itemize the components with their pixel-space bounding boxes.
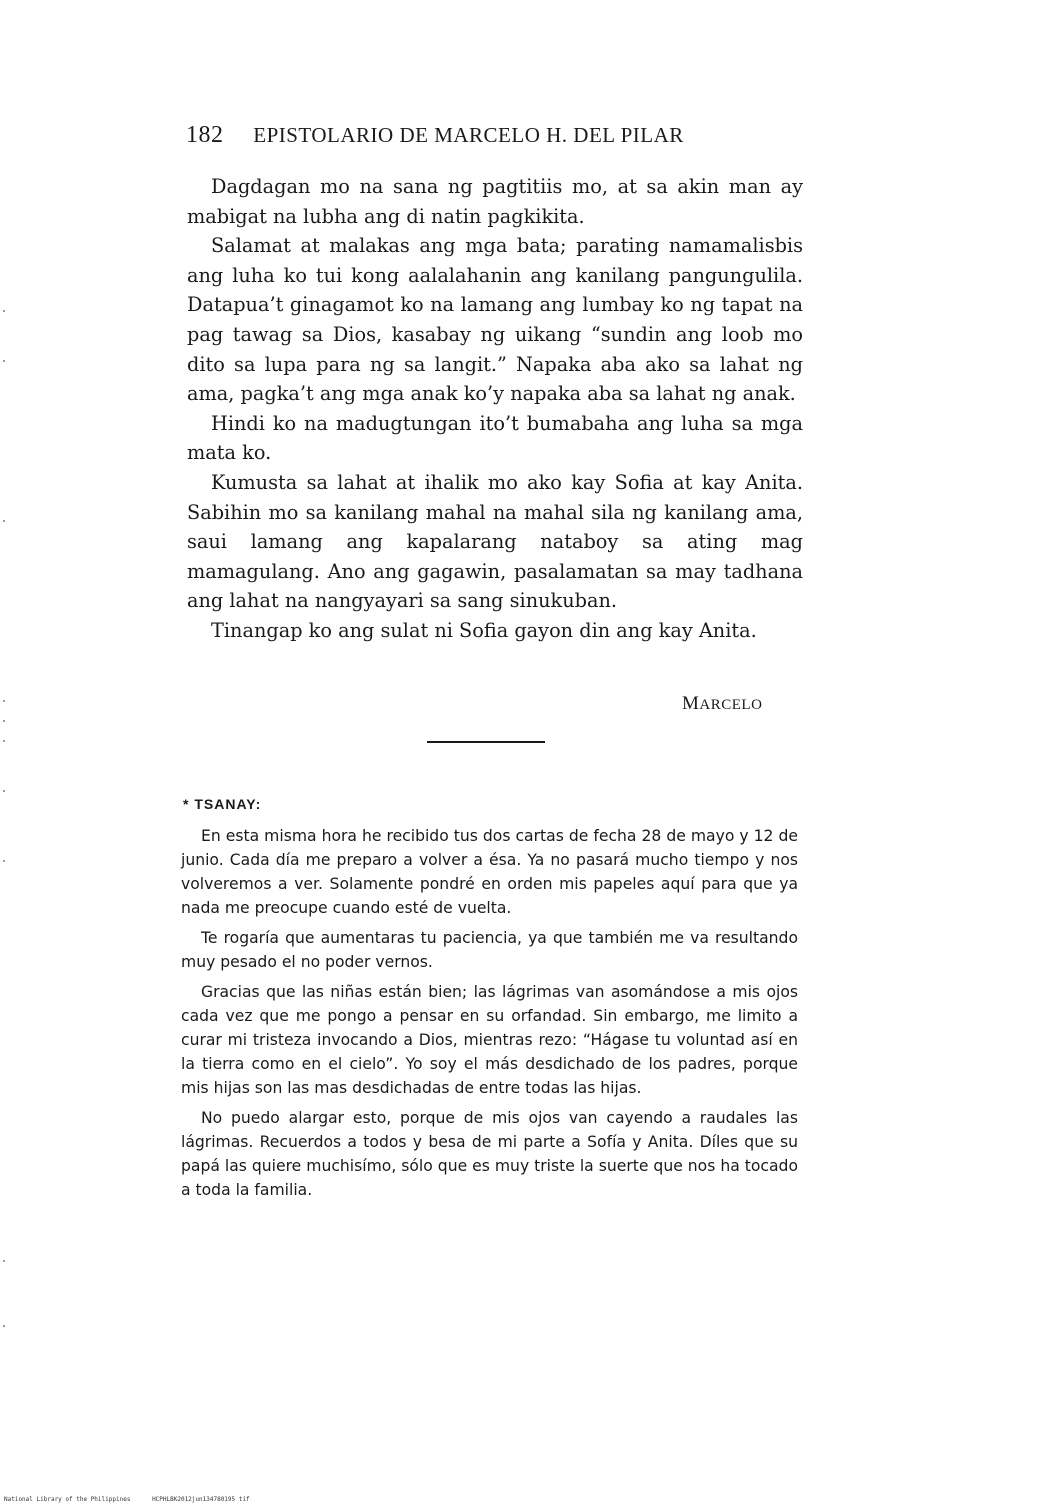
running-title: EPISTOLARIO DE MARCELO H. DEL PILAR xyxy=(253,123,684,147)
running-header xyxy=(186,122,746,149)
scan-footer xyxy=(4,1496,250,1503)
letter-paragraph: Salamat at malakas ang mga bata; parating namamalisbis ang luha ko tui kong aalalahanin ang kanilang pangungulila. Datapua’t ginagamot ko na lamang ang lumbay ko ng tapat na pag tawag sa Dios, kasabay ng uikang “sundin ang loob mo dito sa lupa para ng sa langit.” Napaka aba ako sa lahat ng ama, pagka’t ang mga anak ko’y napaka aba sa lahat ng anak. xyxy=(187,234,803,406)
signature xyxy=(682,693,762,715)
translation-paragraph: Te rogaría que aumentaras tu paciencia, ya que también me va resultando muy pesado el no poder vernos. xyxy=(181,929,798,971)
scan-edge-marks xyxy=(0,0,10,1508)
letter-paragraph: Hindi ko na madugtungan ito’t bumabaha ang luha sa mga mata ko. xyxy=(187,411,803,465)
letter-body xyxy=(187,172,803,646)
translation-paragraph: No puedo alargar esto, porque de mis ojos van cayendo a raudales las lágrimas. Recuerdos a todos y besa de mi parte a Sofía y Anita. Díles que su papá las quiere muchisímo, sólo que es muy triste la suerte que nos ha tocado a toda la familia. xyxy=(181,1109,798,1199)
translation-heading: * TSANAY: xyxy=(183,796,262,812)
letter-paragraph: Dagdagan mo na sana ng pagtitiis mo, at sa akin man ay mabigat na lubha ang di natin pagkikita. xyxy=(187,175,803,228)
signature-rest: ARCELO xyxy=(699,697,763,713)
library-credit: National Library of the Philippines xyxy=(4,1496,131,1503)
signature-initial: M xyxy=(682,693,700,714)
section-divider xyxy=(427,741,545,743)
record-id: HCPHLBK2012jun134780195 tif xyxy=(152,1496,250,1503)
page-number: 182 xyxy=(186,122,224,148)
letter-paragraph: Kumusta sa lahat at ihalik mo ako kay Sofia at kay Anita. Sabihin mo sa kanilang mahal na mahal sila ng kanilang ama, saui lamang ang kapalarang nataboy sa ating mag mamagulang. Ano ang gagawin, pasalamatan sa may tadhana ang lahat na nangyayari sa sang sinukuban. xyxy=(187,470,803,613)
letter-paragraph: Tinangap ko ang sulat ni Sofia gayon din ang kay Anita. xyxy=(211,618,757,642)
translation-paragraph: En esta misma hora he recibido tus dos cartas de fecha 28 de mayo y 12 de junio. Cada día me preparo a volver a ésa. Ya no pasará mucho tiempo y nos volveremos a ver. Solamente pondré en orden mis papeles aquí para que ya nada me preocupe cuando esté de vuelta. xyxy=(181,827,798,917)
translation-body xyxy=(181,824,798,1202)
translation-paragraph: Gracias que las niñas están bien; las lágrimas van asomándose a mis ojos cada vez que me pongo a pensar en su orfandad. Sin embargo, me limito a curar mi tristeza invocando a Dios, mientras rezo: “Hágase tu voluntad así en la tierra como en el cielo”. Yo soy el más desdichado de los padres, porque mis hijas son las mas desdichadas de entre todas las hijas. xyxy=(181,983,798,1097)
